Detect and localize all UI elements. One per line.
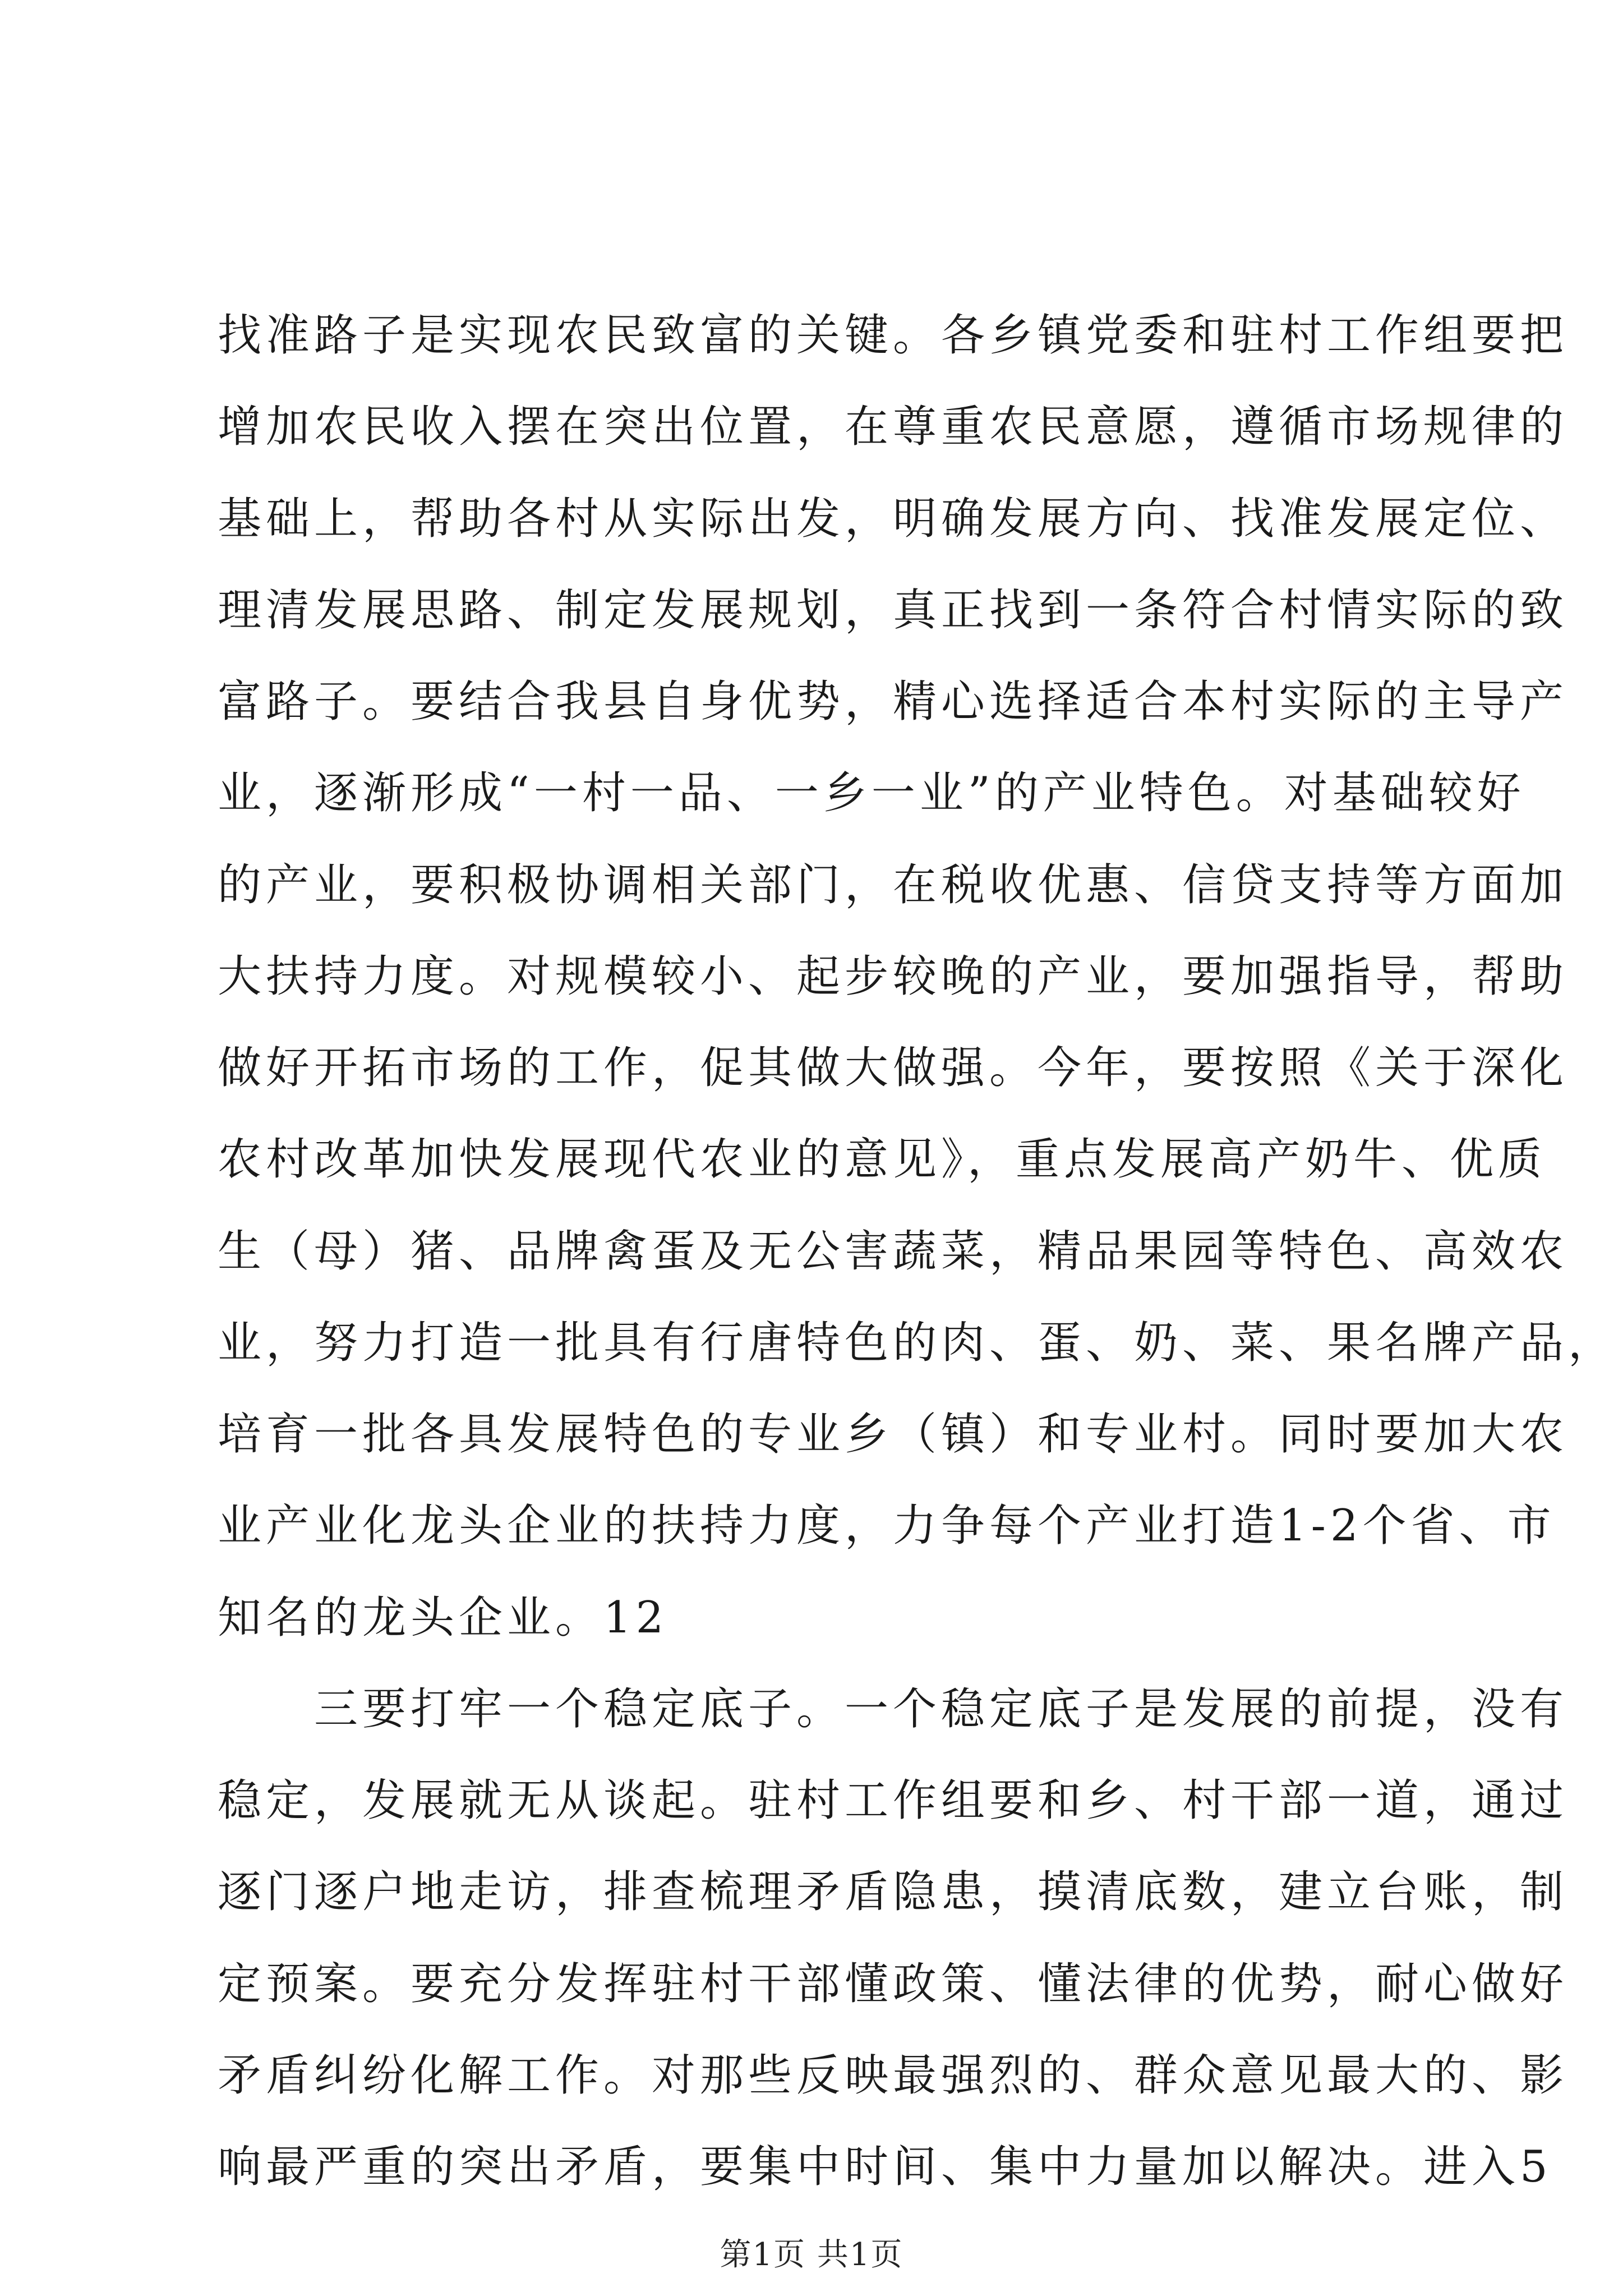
paragraph-line: 业产业化龙头企业的扶持力度，力争每个产业打造1-2个省、市	[218, 1501, 1556, 1551]
paragraph-line: 大扶持力度。对规模较小、起步较晚的产业，要加强指导，帮助	[218, 951, 1569, 1002]
paragraph-line: 定预案。要充分发挥驻村干部懂政策、懂法律的优势，耐心做好	[218, 1959, 1569, 2009]
paragraph-line: 理清发展思路、制定发展规划，真正找到一条符合村情实际的致	[218, 585, 1569, 636]
paragraph-line: 做好开拓市场的工作，促其做大做强。今年，要按照《关于深化	[218, 1043, 1569, 1093]
paragraph-line: 增加农民收入摆在突出位置，在尊重农民意愿，遵循市场规律的	[218, 402, 1569, 452]
paragraph-line: 富路子。要结合我县自身优势，精心选择适合本村实际的主导产	[218, 677, 1569, 727]
paragraph-line: 业，逐渐形成“一村一品、一乡一业”的产业特色。对基础较好	[218, 768, 1525, 818]
paragraph-line: 找准路子是实现农民致富的关键。各乡镇党委和驻村工作组要把	[218, 310, 1569, 361]
paragraph-line: 生（母）猪、品牌禽蛋及无公害蔬菜，精品果园等特色、高效农	[218, 1226, 1569, 1277]
paragraph-line: 逐门逐户地走访，排查梳理矛盾隐患，摸清底数，建立台账，制	[218, 1867, 1569, 1917]
page-number-footer: 第1页 共1页	[720, 2237, 903, 2273]
paragraph-line: 业，努力打造一批具有行唐特色的肉、蛋、奶、菜、果名牌产品，	[218, 1318, 1617, 1368]
paragraph-line: 农村改革加快发展现代农业的意见》，重点发展高产奶牛、优质	[218, 1134, 1547, 1185]
paragraph-line: 响最严重的突出矛盾，要集中时间、集中力量加以解决。进入5	[218, 2142, 1552, 2192]
paragraph-line: 的产业，要积极协调相关部门，在税收优惠、信贷支持等方面加	[218, 860, 1569, 910]
paragraph-first-line: 三要打牢一个稳定底子。一个稳定底子是发展的前提，没有	[314, 1684, 1569, 1734]
paragraph-line: 知名的龙头企业。12	[218, 1593, 668, 1643]
paragraph-line: 培育一批各具发展特色的专业乡（镇）和专业村。同时要加大农	[218, 1409, 1569, 1460]
paragraph-line: 基础上，帮助各村从实际出发，明确发展方向、找准发展定位、	[218, 494, 1569, 544]
paragraph-line: 矛盾纠纷化解工作。对那些反映最强烈的、群众意见最大的、影	[218, 2050, 1569, 2101]
paragraph-line: 稳定，发展就无从谈起。驻村工作组要和乡、村干部一道，通过	[218, 1775, 1569, 1826]
